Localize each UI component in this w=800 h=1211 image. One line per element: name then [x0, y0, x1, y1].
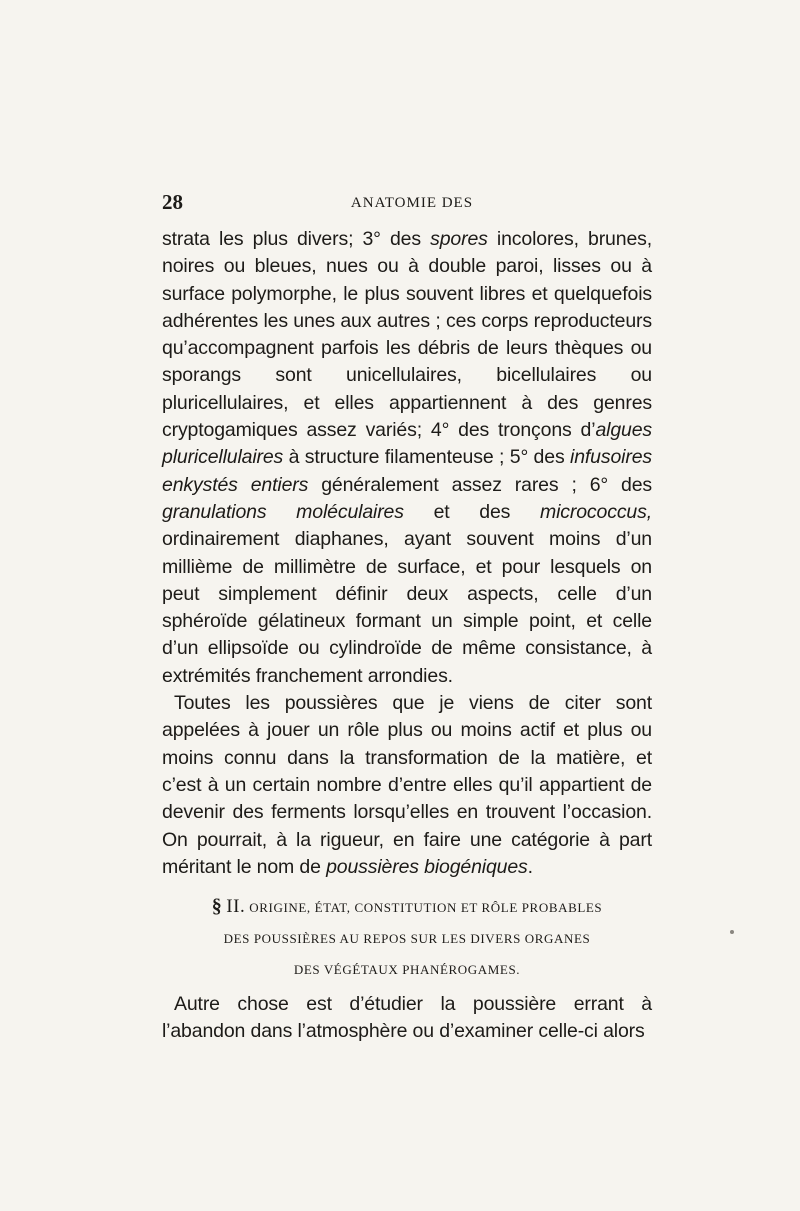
section-heading-line-1: [162, 891, 652, 923]
term-granulations: granulations moléculaires: [162, 500, 404, 523]
paragraph-1-text-4: généralement assez rares ; 6° des: [308, 473, 652, 496]
paragraph-2-text-2: .: [527, 855, 533, 878]
paragraph-3-text-1: Autre chose est d’étudier la poussière errant à l’abandon dans l’atmosphère ou d’examiner celle-ci alors: [162, 993, 652, 1043]
running-title: ANATOMIE DES: [350, 195, 474, 211]
section-heading: [162, 891, 652, 985]
section-title-line-1: ORIGINE, ÉTAT, CONSTITUTION ET RÔLE PROBABLES: [249, 900, 603, 916]
paragraph-3: [162, 991, 652, 1046]
paragraph-2: [162, 690, 652, 881]
paragraph-2-text-1: Toutes les poussières que je viens de citer sont appelées à jouer un rôle plus ou moins actif et plus ou moins connu dans la transformation de la matière, et c’est à un certain nombre d’entre elles qu’il appartient de devenir des ferments lorsqu’elles en trouvent l’occasion. On pourrait, à la rigueur, en faire une catégorie à part méritant le nom de: [162, 692, 652, 878]
paragraph-1-text-1: strata les plus divers; 3° des: [162, 228, 431, 250]
term-micrococcus: micrococcus,: [540, 500, 652, 523]
paragraph-1-text-5: et des: [403, 500, 541, 523]
page-content: [162, 190, 652, 1046]
paper-speck: [730, 930, 734, 934]
paragraph-1-text-2: incolores, brunes, noires ou bleues, nues ou à double paroi, lisses ou à surface polymorphe, le plus souvent libres et quelquefois adhérentes les unes aux autres ; ces corps reproducteurs qu’accompagnent parfois les débris de leurs thèques ou sporangs sont unicellulaires, bicellulaires ou pluricellulaires, et elles appartiennent à des genres cryptogamiques assez variés; 4° des tronçons d’: [162, 228, 653, 442]
term-algues: algues pluricellulaires: [162, 419, 652, 469]
paragraph-1-text-6: ordinairement diaphanes, ayant souvent moins d’un millième de millimètre de surface, et pour lesquels on peut simplement définir deux aspects, celle d’un sphéroïde gélatineux formant un simple point, et celle d’un ellipsoïde ou cylindroïde de même consistance, à extrémités franchement arrondies.: [162, 528, 652, 687]
running-head: [162, 190, 652, 226]
section-sign: §: [211, 895, 223, 918]
section-title-line-3: DES VÉGÉTAUX PHANÉROGAMES.: [293, 962, 521, 978]
term-spores: spores: [430, 228, 488, 250]
term-poussieres-biogeniques: poussières biogéniques: [326, 855, 528, 878]
paragraph-1: [162, 226, 652, 690]
term-infusoires: infusoires enkystés entiers: [162, 446, 652, 496]
page-number: 28: [162, 190, 183, 214]
section-title-line-2: DES POUSSIÈRES AU REPOS SUR LES DIVERS ORGANES: [223, 931, 591, 947]
section-number: II.: [226, 896, 246, 918]
paragraph-1-text-3: à structure filamenteuse ; 5° des: [283, 446, 571, 469]
